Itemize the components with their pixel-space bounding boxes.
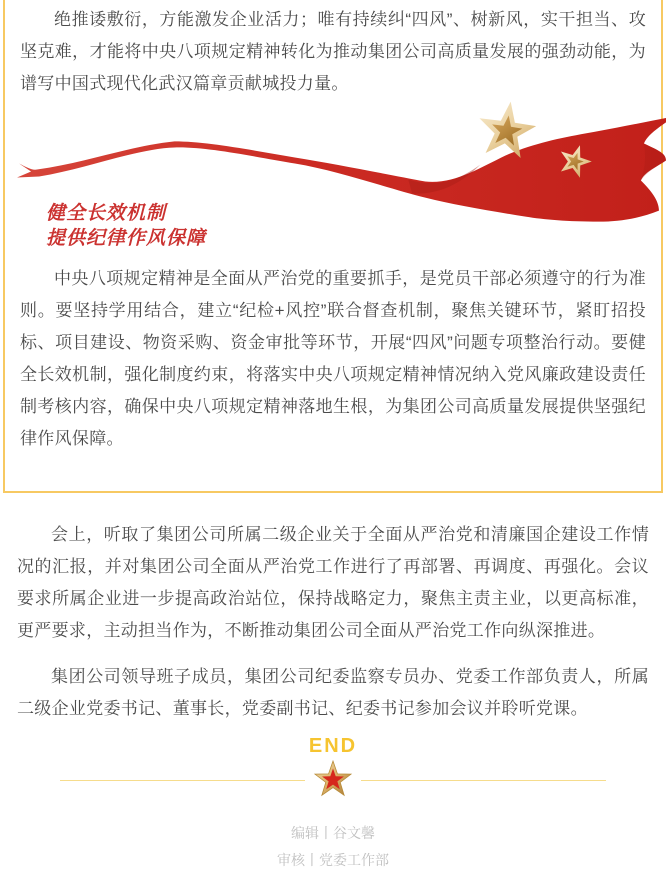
section-heading — [46, 201, 206, 251]
article-lower-section — [0, 519, 666, 725]
footer-review-line: 审核丨党委工作部 — [277, 852, 389, 868]
article-footer — [0, 820, 666, 874]
footer-editor-line: 编辑丨谷文馨 — [291, 825, 375, 841]
divider-line-left — [60, 780, 305, 781]
section-heading-line2: 提供纪律作风保障 — [46, 228, 207, 249]
ribbon-section — [20, 100, 646, 253]
divider-line-right — [361, 780, 606, 781]
section-heading-line1: 健全长效机制 — [46, 203, 167, 224]
gold-border-box — [3, 0, 663, 493]
article-paragraph-4: 集团公司领导班子成员，集团公司纪委监察专员办、党委工作部负责人，所属二级企业党委书记、董事长，党委副书记、纪委书记参加会议并聆听党课。 — [17, 667, 649, 718]
article-paragraph-1: 绝推诿敷衍，方能激发企业活力；唯有持续纠“四风”、树新风，实干担当、攻坚克难，才能将中央八项规定精神转化为推动集团公司高质量发展的强劲动能，为谱写中国式现代化武汉篇章贡献城投力量。 — [20, 10, 646, 93]
end-divider — [60, 760, 606, 800]
end-star-icon — [311, 758, 355, 802]
article-paragraph-3: 会上，听取了集团公司所属二级企业关于全面从严治党和清廉国企建设工作情况的汇报，并对集团公司全面从严治党工作进行了再部署、再调度、再强化。会议要求所属企业进一步提高政治站位，保持战略定力，聚焦主责主业，以更高标准，更严要求，主动担当作为，不断推动集团公司全面从严治党工作向纵深推进。 — [17, 525, 649, 640]
article-paragraph-2: 中央八项规定精神是全面从严治党的重要抓手，是党员干部必须遵守的行为准则。要坚持学用结合，建立“纪检+风控”联合督查机制，聚焦关键环节，紧盯招投标、项目建设、物资采购、资金审批等环节，开展“四风”问题专项整治行动。要健全长效机制，强化制度约束，将落实中央八项规定精神情况纳入党风廉政建设责任制考核内容，确保中央八项规定精神落地生根，为集团公司高质量发展提供坚强纪律作风保障。 — [20, 269, 646, 448]
end-label: END — [308, 735, 358, 757]
